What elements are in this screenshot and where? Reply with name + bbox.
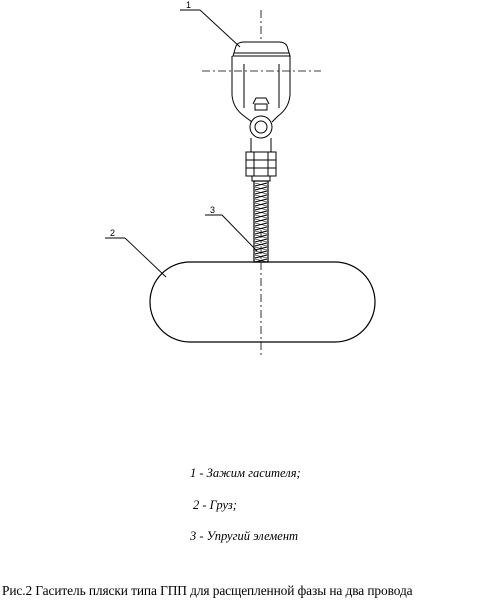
leader-lines (105, 10, 257, 277)
legend-item-weight: 2 - Груз; (193, 498, 237, 512)
weight-part (150, 262, 375, 342)
legend-item-clamp: 1 - Зажим гасителя; (190, 466, 301, 480)
callout-3-label: 3 (210, 205, 216, 215)
callout-1-label: 1 (186, 0, 192, 10)
clamp-part (232, 42, 290, 181)
legend-item-elastic: 3 - Упругий элемент (190, 529, 299, 543)
callout-2-label: 2 (110, 228, 116, 238)
figure-caption: Рис.2 Гаситель пляски типа ГПП для расщепленной фазы на два провода (2, 583, 413, 598)
